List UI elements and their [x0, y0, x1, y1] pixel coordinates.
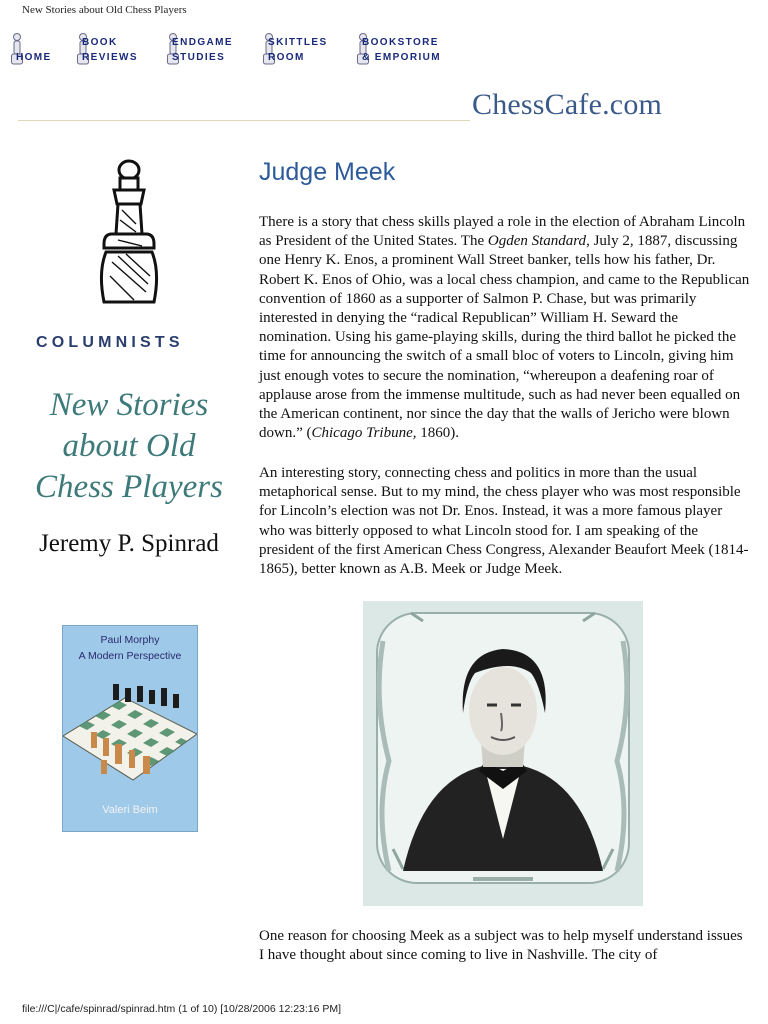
chess-piece-icon	[96, 158, 162, 308]
nav-label-line2: & EMPORIUM	[362, 52, 441, 63]
series-title: New Stories about Old Chess Players	[35, 387, 223, 505]
article-paragraph: One reason for choosing Meek as a subject was to help myself understand issues I have thought about since coming to live in Nashville. The city of	[259, 928, 743, 964]
book-title	[63, 632, 197, 664]
portrait-image	[363, 601, 643, 906]
citation: Ogden Standard	[487, 233, 587, 250]
site-logo[interactable]: ChessCafe.com	[472, 88, 663, 121]
article-paragraph	[259, 213, 751, 443]
book-title-line2: A Modern Perspective	[78, 650, 182, 662]
article-title: Judge Meek	[259, 158, 396, 186]
article-paragraph: An interesting story, connecting chess and politics in more than the usual metaphorical sense. But to my mind, the chess player who was most responsible for Lincoln’s election was not Dr. Enos. Instead, it was a more famous player who was bitterly opposed to what Lincoln stood for. I am speaking of the president of the first American Chess Congress, Alexander Beaufort Meek (1814-1865), better known as A.B. Meek or Judge Meek.	[259, 465, 749, 578]
nav-label-line2: STUDIES	[172, 52, 226, 63]
page-header: New Stories about Old Chess Players	[22, 4, 187, 16]
citation: Chicago Tribune	[311, 425, 413, 442]
chessboard-illustration	[63, 684, 197, 804]
book-title-line1: Paul Morphy	[100, 634, 160, 646]
nav-label-line1: ENDGAME	[172, 37, 233, 48]
nav-label-line1: BOOK	[82, 37, 118, 48]
nav-home-label: HOME	[16, 52, 52, 63]
nav-label-line1: BOOKSTORE	[362, 37, 439, 48]
portrait-illustration	[363, 601, 643, 906]
text-run: , 1860).	[412, 425, 460, 442]
book-author: Valeri Beim	[102, 804, 158, 816]
author-name: Jeremy P. Spinrad	[39, 530, 219, 557]
section-label: COLUMNISTS	[36, 334, 184, 351]
header-divider	[18, 120, 470, 121]
nav-label-line1: SKITTLES	[268, 37, 328, 48]
text-run: , July 2, 1887, discussing one Henry K. Enos, a prominent Wall Street banker, tells how his father, Dr. Robert K. Enos of Ohio, was a local chess champion, and came to the Republican convention of 1860 as a supporter of Salmon P. Chase, but was primarily interested in denying the “radical Republican” William H. Seward the nomination. Using his game-playing skills, during the third ballot he picked the time for announcing the switch of a small bloc of voters to Lincoln, giving him just enough votes to secure the nomination, “whereupon a deafening roar of applause arose from the immense multitude, such as had never been equalled on the American continent, nor since the day that the walls of Jericho were blown down.” (	[259, 233, 750, 442]
book-cover[interactable]	[62, 625, 198, 832]
nav-label-line2: REVIEWS	[82, 52, 138, 63]
nav-label-line2: ROOM	[268, 52, 305, 63]
text-run: There is a story that chess skills played a role in the election of Abraham Lincoln as President of the United States. The	[259, 214, 746, 250]
page-footer: file:///C|/cafe/spinrad/spinrad.htm (1 of 10) [10/28/2006 12:23:16 PM]	[22, 1003, 342, 1015]
